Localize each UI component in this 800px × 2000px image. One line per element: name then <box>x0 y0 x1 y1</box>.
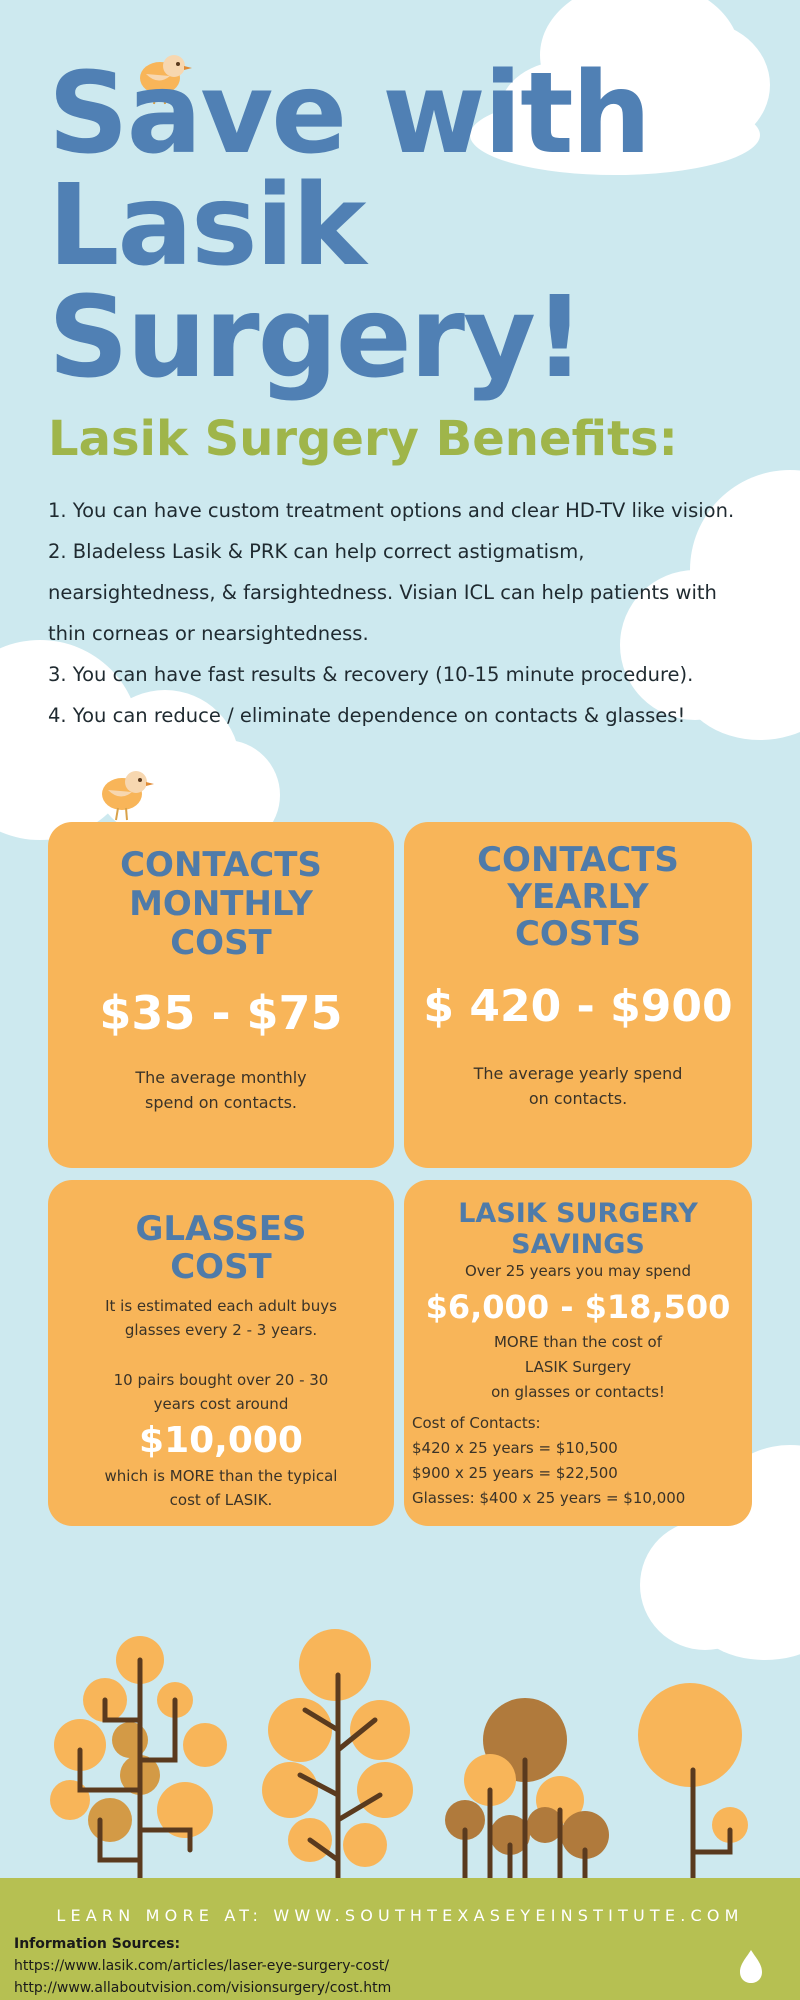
breakdown-line: $900 x 25 years = $22,500 <box>412 1464 618 1482</box>
benefit-item: 1. You can have custom treatment options and clear HD-TV like vision. <box>48 499 735 522</box>
tree-icon <box>50 1636 227 1890</box>
benefits-list <box>48 490 758 736</box>
card-text: Over 25 years you may spend <box>464 1262 692 1280</box>
benefit-item: 3. You can have fast results & recovery (10-15 minute procedure). <box>48 663 694 686</box>
benefits-heading: Lasik Surgery Benefits: <box>48 411 678 467</box>
benefit-item: 2. Bladeless Lasik & PRK can help correct astigmatism, nearsightedness, & farsightedness. Visian ICL can help patients with thin corneas or nearsightedness. <box>48 540 717 645</box>
card-amount: $6,000 - $18,500 <box>425 1288 731 1326</box>
card-amount: $35 - $75 <box>99 986 343 1040</box>
information-sources <box>14 1933 391 1999</box>
source-link[interactable]: https://www.lasik.com/articles/laser-eye-surgery-cost/ <box>14 1958 390 1974</box>
breakdown-line: Cost of Contacts: <box>412 1414 541 1432</box>
sources-label: Information Sources: <box>14 1936 181 1952</box>
card-title: YEARLY <box>507 877 649 917</box>
lasik-savings-card <box>404 1180 752 1526</box>
card-text: LASIK Surgery <box>524 1358 632 1376</box>
breakdown-line: Glasses: $400 x 25 years = $10,000 <box>412 1489 686 1507</box>
title-line: Lasik <box>48 161 365 291</box>
benefit-item: 4. You can reduce / eliminate dependence on contacts & glasses! <box>48 704 686 727</box>
contacts-yearly-card <box>404 822 752 1168</box>
title-line: Save with <box>48 49 650 179</box>
tree-icon <box>262 1629 413 1890</box>
page-title <box>48 49 650 403</box>
card-text: MORE than the cost of <box>493 1333 662 1351</box>
card-text: on contacts. <box>528 1089 628 1108</box>
card-title: COST <box>170 923 272 963</box>
breakdown-line: $420 x 25 years = $10,500 <box>412 1439 618 1457</box>
cost-breakdown <box>404 1411 752 1511</box>
card-text: on glasses or contacts! <box>491 1383 665 1401</box>
tree-icon <box>638 1683 748 1890</box>
bird-icon <box>94 766 154 822</box>
card-title: MONTHLY <box>129 884 313 924</box>
trees-illustration <box>0 1620 800 1890</box>
card-text: The average monthly <box>135 1068 307 1087</box>
tree-icon <box>445 1698 609 1890</box>
card-title: GLASSES <box>135 1209 307 1249</box>
card-title: COST <box>170 1247 272 1287</box>
card-title: LASIK SURGERY <box>458 1198 698 1229</box>
card-text: glasses every 2 - 3 years. <box>124 1321 318 1339</box>
drop-icon <box>738 1948 764 1984</box>
card-text: spend on contacts. <box>144 1093 298 1112</box>
card-text: 10 pairs bought over 20 - 30 <box>113 1371 329 1389</box>
title-line: Surgery! <box>48 273 584 403</box>
card-amount: $10,000 <box>139 1420 303 1461</box>
card-text: which is MORE than the typical <box>104 1467 338 1485</box>
contacts-monthly-card <box>48 822 394 1168</box>
card-text: The average yearly spend <box>473 1064 683 1083</box>
learn-more-link[interactable]: LEARN MORE AT: WWW.SOUTHTEXASEYEINSTITUTE.COM <box>56 1906 744 1925</box>
card-text: cost of LASIK. <box>169 1491 273 1509</box>
card-title: SAVINGS <box>511 1229 645 1260</box>
card-title: CONTACTS <box>120 845 322 885</box>
card-title: COSTS <box>514 914 642 954</box>
glasses-cost-card <box>48 1180 394 1526</box>
card-title: CONTACTS <box>477 840 679 880</box>
card-text: years cost around <box>153 1395 289 1413</box>
card-text: It is estimated each adult buys <box>105 1297 337 1315</box>
card-amount: $ 420 - $900 <box>423 981 733 1032</box>
source-link[interactable]: http://www.allaboutvision.com/visionsurgery/cost.htm <box>14 1980 392 1996</box>
